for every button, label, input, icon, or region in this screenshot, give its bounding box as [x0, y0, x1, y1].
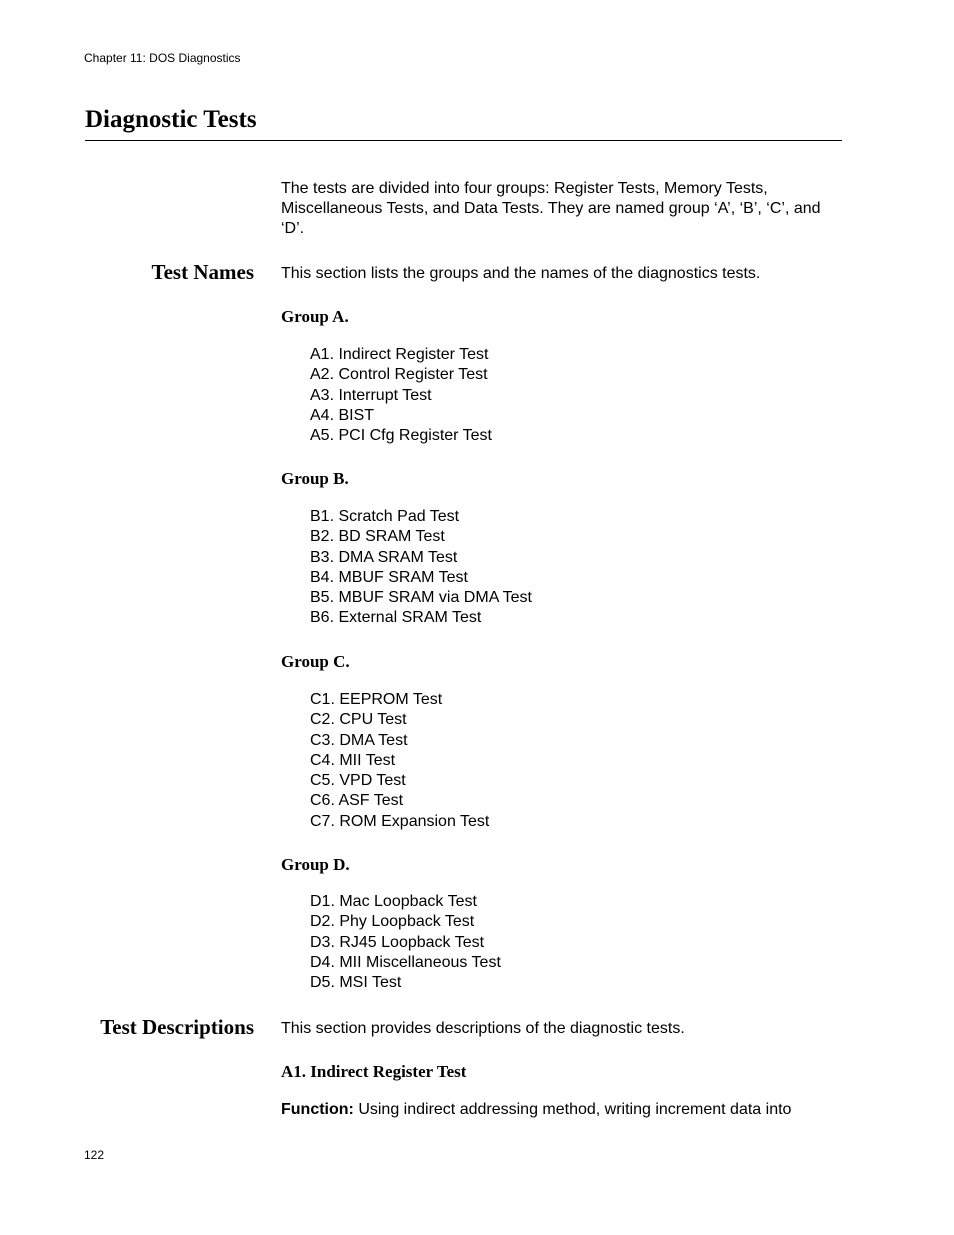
intro-paragraph: The tests are divided into four groups: Register Tests, Memory Tests, Miscellaneous Tests, and Data Tests. They are named group ‘A’, ‘B’, ‘C’, and ‘D’.: [281, 180, 821, 237]
list-item: D5. MSI Test: [310, 974, 402, 992]
list-item: A1. Indirect Register Test: [310, 346, 489, 363]
group-c-heading: Group C.: [281, 652, 350, 671]
list-item: B2. BD SRAM Test: [310, 528, 445, 546]
list-item: D1. Mac Loopback Test: [310, 893, 477, 910]
list-item: C1. EEPROM Test: [310, 691, 443, 708]
list-item: C5. VPD Test: [310, 772, 406, 790]
test-descriptions-heading: Test Descriptions: [100, 1015, 254, 1039]
list-item: D4. MII Miscellaneous Test: [310, 953, 501, 971]
list-item: A3. Interrupt Test: [310, 386, 432, 404]
running-header: Chapter 11: DOS Diagnostics: [84, 51, 241, 65]
list-item: C6. ASF Test: [310, 792, 404, 810]
function-paragraph: [281, 1100, 791, 1120]
list-item: A4. BIST: [310, 406, 375, 424]
list-item: C4. MII Test: [310, 751, 396, 769]
list-item: B3. DMA SRAM Test: [310, 548, 458, 566]
group-c-list: [310, 690, 489, 832]
group-a-heading: Group A.: [281, 307, 349, 326]
test-names-heading: Test Names: [151, 260, 254, 284]
title-rule: [85, 140, 842, 141]
group-d-list: [310, 892, 501, 993]
group-b-heading: Group B.: [281, 469, 349, 488]
list-item: A5. PCI Cfg Register Test: [310, 427, 492, 445]
list-item: B1. Scratch Pad Test: [310, 508, 460, 525]
list-item: C3. DMA Test: [310, 731, 408, 749]
list-item: B5. MBUF SRAM via DMA Test: [310, 589, 532, 607]
test-names-lead: This section lists the groups and the names of the diagnostics tests.: [281, 265, 761, 282]
list-item: D3. RJ45 Loopback Test: [310, 933, 485, 951]
function-text: Using indirect addressing method, writing increment data into: [353, 1101, 792, 1118]
list-item: C7. ROM Expansion Test: [310, 812, 490, 830]
list-item: A2. Control Register Test: [310, 366, 488, 384]
list-item: B4. MBUF SRAM Test: [310, 568, 468, 586]
list-item: D2. Phy Loopback Test: [310, 913, 475, 931]
group-b-list: [310, 507, 532, 629]
group-a-list: [310, 345, 492, 446]
page-title: Diagnostic Tests: [85, 106, 257, 133]
list-item: B6. External SRAM Test: [310, 609, 482, 627]
list-item: C2. CPU Test: [310, 711, 407, 729]
a1-description-heading: A1. Indirect Register Test: [281, 1062, 467, 1081]
page-number: 122: [84, 1148, 105, 1162]
group-d-heading: Group D.: [281, 855, 350, 874]
function-label: Function:: [281, 1101, 354, 1118]
test-descriptions-lead: This section provides descriptions of the diagnostic tests.: [281, 1020, 685, 1037]
